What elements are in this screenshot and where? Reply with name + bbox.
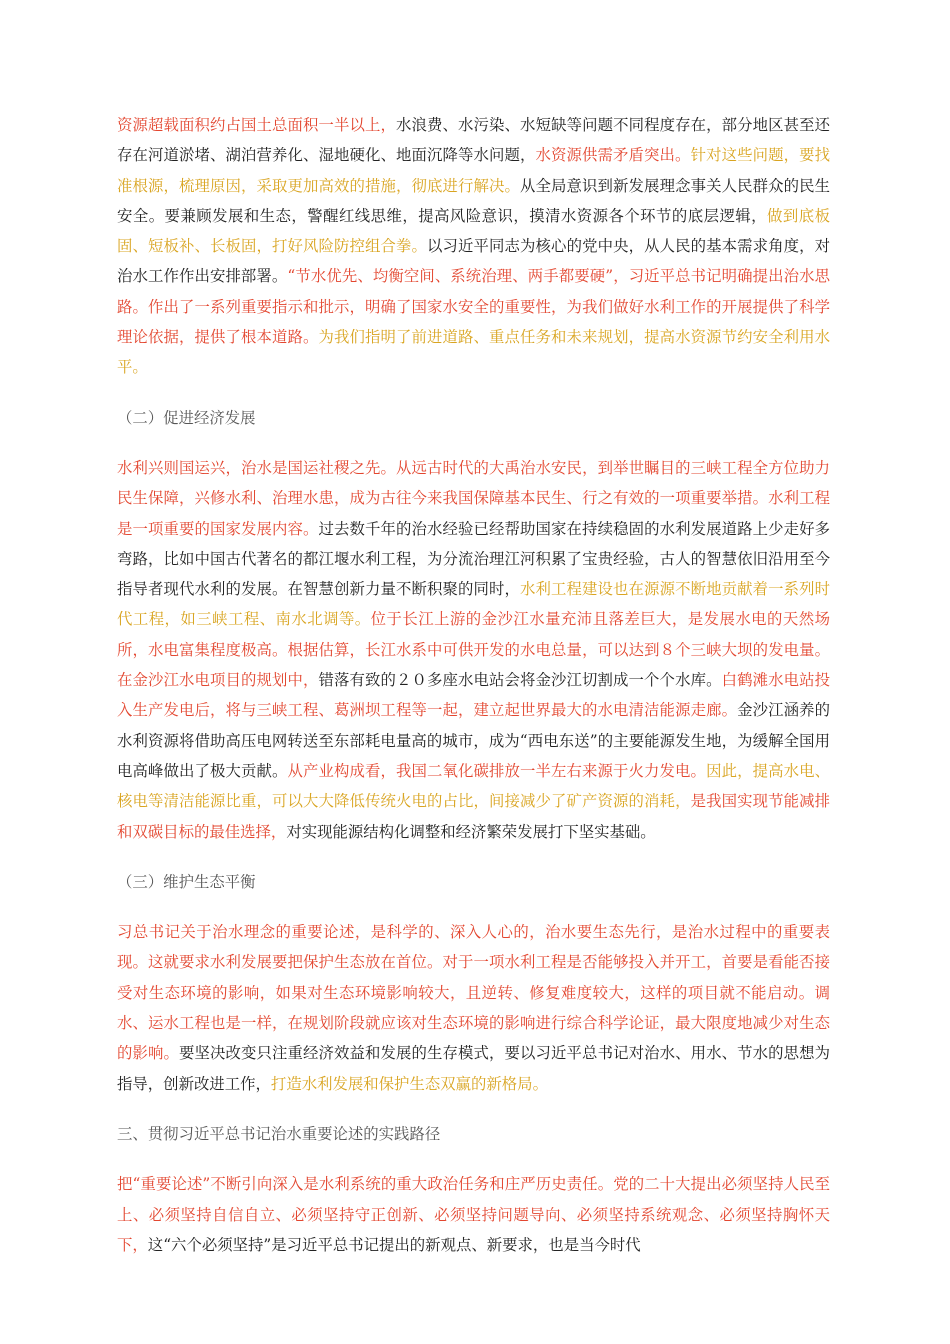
text-run: 过去数千年的治水经验已经帮助国家在持续稳固的水利发展道路上少走好多弯路，比如中国古代著名的都江堰水利工程，为分流治理江河积累了宝贵经验，古人的智慧依旧沿用至今指导者现代水利的发展。在智慧创新力量不断积聚的同时，	[117, 519, 830, 599]
text-run: 金沙江涵养的水利资源将借助高压电网转送至东部耗电量高的城市，成为“西电东送”的主要能源发生地，为缓解全国用电高峰做出了极大贡献。	[117, 701, 830, 780]
text-run: 白鹤滩水电站投入生产发电后，将与三峡工程、葛洲坝工程等一起，建立起世界最大的水电清洁能源走廊。	[117, 671, 830, 720]
text-run: 错落有致的２０多座水电站会将金沙江切割成一个个水库。	[318, 671, 722, 690]
section-heading-economy: （二）促进经济发展	[117, 408, 256, 427]
text-run: 把“重要论述”不断引向深入是水利系统的重大政治任务和庄严历史责任。党的二十大提出必须坚持人民至上、必须坚持自信自立、必须坚持守正创新、必须坚持问题导向、必须坚持系统观念、必须坚持胸怀天下，	[117, 1175, 830, 1254]
text-run: 从全局意识到新发展理念事关人民群众的民生安全。要兼顾发展和生态，警醒红线思维，提高风险意识，摸清水资源各个环节的底层逻辑，	[117, 176, 830, 225]
paragraph-ecological-balance	[117, 917, 830, 1099]
text-run: “节水优先、均衡空间、系统治理、两手都要硬”，习近平总书记明确提出治水思路。作出了一系列重要指示和批示，明确了国家水安全的重要性，为我们做好水利工作的开展提供了科学理论依据，提供了根本道路。	[117, 267, 830, 347]
text-run: 从产业构成看，我国二氧化碳排放一半左右来源于火力发电。	[287, 761, 707, 780]
text-run: 水利工程建设也在源源不断地贡献着一系列时代工程，如三峡工程、南水北调等。	[117, 580, 830, 629]
text-run: 资源超载面积约占国土总面积一半以上，	[117, 116, 397, 134]
text-run: 水浪费、水污染、水短缺等问题不同程度存在，部分地区甚至还存在河道淤堵、湖泊营养化、湿地硬化、地面沉降等水问题，	[117, 116, 830, 165]
text-run: 习总书记关于治水理念的重要论述，是科学的、深入人心的，治水要生态先行，是治水过程中的重要表现。这就要求水利发展要把保护生态放在首位。对于一项水利工程是否能够投入并开工，首要是看能否接受对生态环境的影响，如果对生态环境影响较大，且逆转、修复难度较大，这样的项目就不能启动。调水、运水工程也是一样，在规划阶段就应该对生态环境的影响进行综合科学论证，最大限度地减少对生态的影响。	[117, 923, 830, 1063]
paragraph-economic-development	[117, 453, 830, 847]
paragraph-practice-path	[117, 1169, 830, 1260]
text-run: 针对这些问题，要找准根源，梳理原因，采取更加高效的措施，彻底进行解决。	[117, 146, 830, 195]
text-run: 位于长江上游的金沙江水量充沛且落差巨大，是发展水电的天然场所，水电富集程度极高。根据估算，长江水系中可供开发的水电总量，可以达到８个三峡大坝的发电量。在金沙江水电项目的规划中，	[117, 610, 830, 690]
text-run: 对实现能源结构化调整和经济繁荣发展打下坚实基础。	[286, 822, 656, 841]
text-run: 因此，提高水电、核电等清洁能源比重，可以大大降低传统火电的占比，间接减少了矿产资源的消耗，	[117, 761, 830, 811]
text-run: 打造水利发展和保护生态双赢的新格局。	[270, 1074, 548, 1093]
paragraph-water-security	[117, 110, 830, 383]
document-page	[117, 110, 830, 1280]
text-run: 是我国实现节能减排和双碳目标的最佳选择，	[117, 792, 830, 841]
section-heading-practice-path: 三、贯彻习近平总书记治水重要论述的实践路径	[117, 1124, 441, 1143]
text-run: 为我们指明了前进道路、重点任务和未来规划，提高水资源节约安全利用水平。	[117, 328, 830, 377]
text-run: 水资源供需矛盾突出。	[535, 146, 691, 165]
text-run: 要坚决改变只注重经济效益和发展的生存模式，要以习近平总书记对治水、用水、节水的思想为指导，创新改进工作，	[117, 1044, 830, 1093]
text-run: 这“六个必须坚持”是习近平总书记提出的新观点、新要求，也是当今时代	[147, 1235, 641, 1254]
section-heading-ecology: （三）维护生态平衡	[117, 872, 256, 891]
text-run: 做到底板固、短板补、长板固，打好风险防控组合拳。	[117, 206, 830, 256]
text-run: 水利兴则国运兴，治水是国运社稷之先。从远古时代的大禹治水安民，到举世瞩目的三峡工程全方位助力民生保障，兴修水利、治理水患，成为古往今来我国保障基本民生、行之有效的一项重要举措。水利工程是一项重要的国家发展内容。	[117, 458, 830, 538]
text-run: 以习近平同志为核心的党中央，从人民的基本需求角度，对治水工作作出安排部署。	[117, 237, 830, 286]
